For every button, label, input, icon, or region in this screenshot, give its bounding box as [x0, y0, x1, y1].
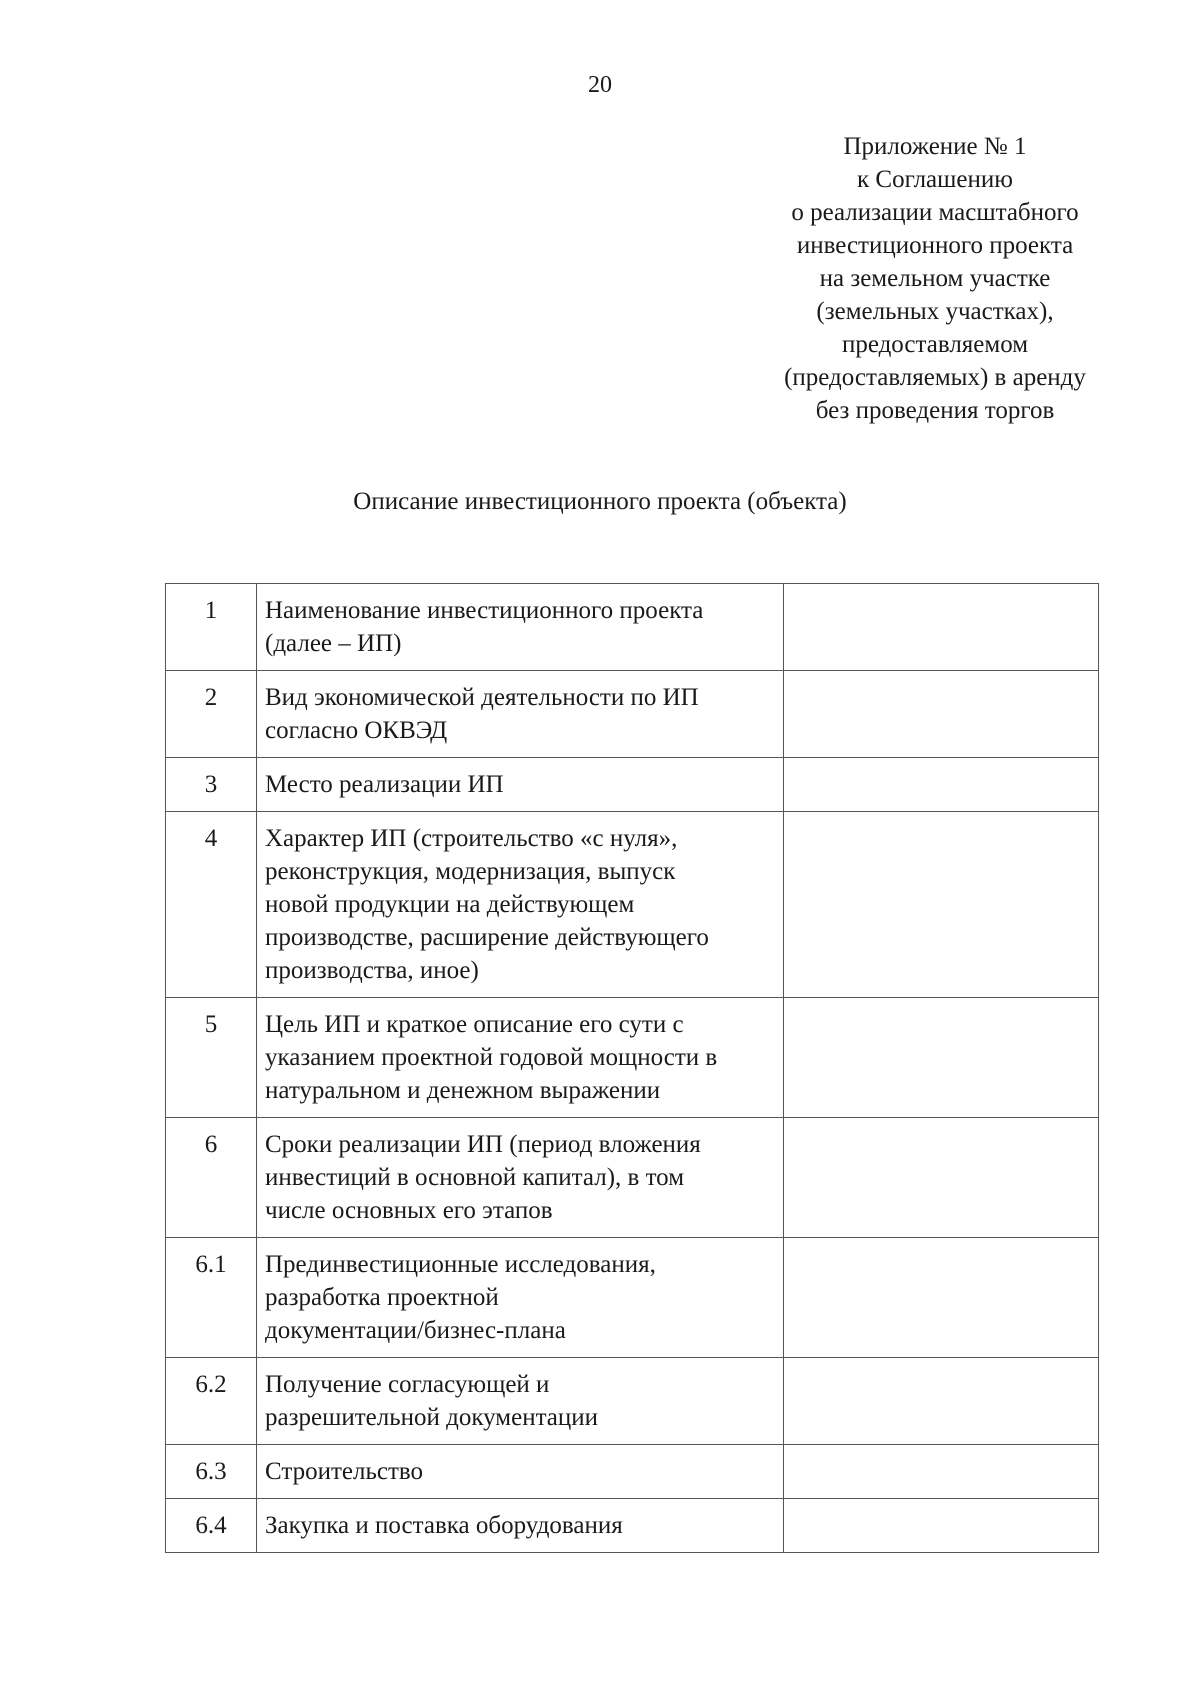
description-line: Наименование инвестиционного проекта — [265, 597, 704, 624]
description-line: Прединвестиционные исследования, — [265, 1251, 656, 1278]
row-value-cell[interactable] — [784, 758, 1099, 812]
appendix-line: без проведения торгов — [815, 397, 1055, 424]
appendix-line: (предоставляемых) в аренду — [784, 364, 1086, 391]
description-line: натуральном и денежном выражении — [265, 1077, 661, 1104]
table-row — [166, 812, 1099, 998]
description-line: Характер ИП (строительство «с нуля», — [265, 825, 678, 852]
document-title: Описание инвестиционного проекта (объекта) — [353, 488, 847, 515]
table-row — [166, 1118, 1099, 1238]
row-value-cell[interactable] — [784, 1499, 1099, 1553]
description-line: инвестиций в основной капитал), в том — [265, 1164, 685, 1191]
appendix-header — [740, 130, 1130, 427]
description-line: реконструкция, модернизация, выпуск — [265, 858, 676, 885]
row-description-cell — [257, 1499, 784, 1553]
table-row — [166, 1445, 1099, 1499]
table-row — [166, 1499, 1099, 1553]
appendix-line: (земельных участках), — [816, 298, 1054, 325]
row-value-cell[interactable] — [784, 812, 1099, 998]
row-description-cell — [257, 1238, 784, 1358]
project-description-table — [165, 583, 1099, 1553]
row-description-cell — [257, 671, 784, 758]
description-line: производстве, расширение действующего — [265, 924, 709, 951]
table-body — [166, 584, 1099, 1553]
description-line: Цель ИП и краткое описание его сути с — [265, 1011, 684, 1038]
row-description-cell — [257, 812, 784, 998]
row-description-cell — [257, 584, 784, 671]
row-value-cell[interactable] — [784, 1238, 1099, 1358]
table-row — [166, 1238, 1099, 1358]
description-line: документации/бизнес-плана — [265, 1317, 566, 1344]
description-line: указанием проектной годовой мощности в — [265, 1044, 718, 1071]
description-line: Вид экономической деятельности по ИП — [265, 684, 699, 711]
row-value-cell[interactable] — [784, 584, 1099, 671]
row-number-cell: 6.3 — [166, 1445, 257, 1499]
description-line: Место реализации ИП — [265, 771, 504, 798]
description-line: числе основных его этапов — [265, 1197, 553, 1224]
description-line: Закупка и поставка оборудования — [265, 1512, 623, 1539]
description-line: Строительство — [265, 1458, 424, 1485]
row-value-cell[interactable] — [784, 1358, 1099, 1445]
table-row — [166, 998, 1099, 1118]
appendix-line: Приложение № 1 — [843, 133, 1027, 160]
row-number-cell: 4 — [166, 812, 257, 998]
appendix-line: на земельном участке — [819, 265, 1051, 292]
description-line: Сроки реализации ИП (период вложения — [265, 1131, 701, 1158]
row-description-cell — [257, 758, 784, 812]
table-row — [166, 671, 1099, 758]
row-description-cell — [257, 1358, 784, 1445]
description-line: (далее – ИП) — [265, 630, 402, 657]
row-number-cell: 6.2 — [166, 1358, 257, 1445]
row-description-cell — [257, 1445, 784, 1499]
row-value-cell[interactable] — [784, 671, 1099, 758]
table-row — [166, 758, 1099, 812]
row-number-cell: 2 — [166, 671, 257, 758]
row-number-cell: 1 — [166, 584, 257, 671]
description-line: Получение согласующей и — [265, 1371, 550, 1398]
row-number-cell: 5 — [166, 998, 257, 1118]
table-row — [166, 584, 1099, 671]
description-line: согласно ОКВЭД — [265, 717, 448, 744]
page-number: 20 — [588, 72, 612, 98]
row-description-cell — [257, 1118, 784, 1238]
description-line: новой продукции на действующем — [265, 891, 635, 918]
appendix-line: инвестиционного проекта — [796, 232, 1074, 259]
row-number-cell: 6.1 — [166, 1238, 257, 1358]
row-number-cell: 6 — [166, 1118, 257, 1238]
description-line: производства, иное) — [265, 957, 479, 984]
row-value-cell[interactable] — [784, 1445, 1099, 1499]
row-number-cell: 6.4 — [166, 1499, 257, 1553]
row-description-cell — [257, 998, 784, 1118]
description-line: разработка проектной — [265, 1284, 499, 1311]
row-value-cell[interactable] — [784, 998, 1099, 1118]
appendix-line: о реализации масштабного — [791, 199, 1079, 226]
row-value-cell[interactable] — [784, 1118, 1099, 1238]
appendix-line: предоставляемом — [841, 331, 1029, 358]
row-number-cell: 3 — [166, 758, 257, 812]
description-line: разрешительной документации — [265, 1404, 599, 1431]
appendix-line: к Соглашению — [857, 166, 1013, 193]
table-row — [166, 1358, 1099, 1445]
